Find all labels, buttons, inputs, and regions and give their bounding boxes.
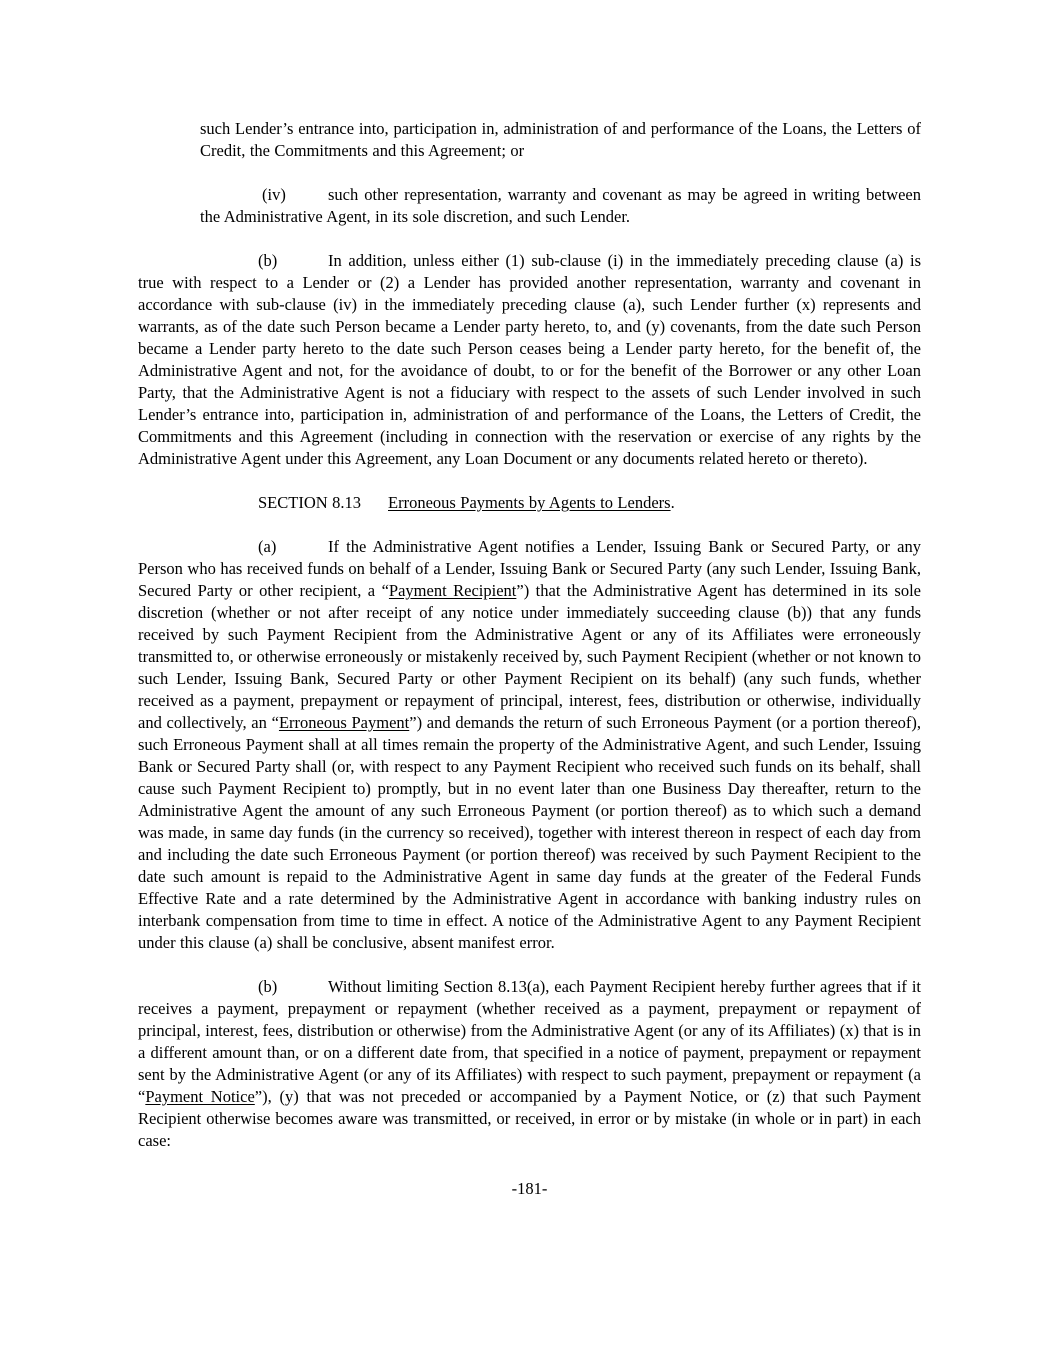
text-segment: such Lender’s entrance into, participation in, administration of and performance of the Loans, the Letters of Credit, the Commitments and this Agreement; or <box>200 119 921 160</box>
paragraph-a <box>138 536 921 954</box>
paragraph-a-label: (a) <box>258 537 277 556</box>
defined-term: Payment Recipient <box>388 581 517 600</box>
subclause-continuation-text <box>200 118 921 162</box>
section-title-period: . <box>670 493 675 512</box>
section-heading <box>138 492 921 514</box>
paragraph-a-text <box>138 537 921 952</box>
text-segment: Without limiting Section 8.13(a), each Payment Recipient hereby further agrees that if it receives a payment, prepayment or repayment (whether received as a payment, prepayment or repayment of principal, interest, fees, distribution or otherwise) from the Administrative Agent (or any of its Affiliates) (x) that is in a different amount than, or on a different date from, that specified in a notice of payment, prepayment or repayment sent by the Administrative Agent (or any of its Affiliates) with respect to such payment, prepayment or repayment (a “ <box>138 977 921 1106</box>
text-segment: If the Administrative Agent notifies a Lender, Issuing Bank or Secured Party, or any Person who has received funds on behalf of a Lender, Issuing Bank or Secured Party (any such Lender, Issuing Bank, Secured Party or other recipient, a “ <box>138 537 921 600</box>
defined-term: Payment Notice <box>145 1087 255 1106</box>
text-segment: ”) that the Administrative Agent has determined in its sole discretion (whether or not after receipt of any notice under immediately succeeding clause (b)) that any funds received by such Payment Recipient from the Administrative Agent or any of its Affiliates were erroneously transmitted to, or otherwise erroneously or mistakenly received by, such Payment Recipient (whether or not known to such Lender, Issuing Bank, Secured Party or other Payment Recipient on its behalf) (any such funds, whether received as a payment, prepayment or repayment of principal, interest, fees, distribution or otherwise, individually and collectively, an “ <box>138 581 922 732</box>
text-segment: ”) and demands the return of such Erroneous Payment (or a portion thereof), such Erroneous Payment shall at all times remain the property of the Administrative Agent, and such Lender, Issuing Bank or Secured Party shall (or, with respect to any Payment Recipient who received such funds on its behalf, shall cause such Payment Recipient to) promptly, but in no event later than one Business Day thereafter, return to the Administrative Agent the amount of any such Erroneous Payment (or portion thereof) as to which such a demand was made, in same day funds (in the currency so received), together with interest thereon in respect of each day from and including the date such Erroneous Payment (or portion thereof) was received by such Payment Recipient to the date such amount is repaid to the Administrative Agent in same day funds at the greater of the Federal Funds Effective Rate and a rate determined by the Administrative Agent in accordance with banking industry rules on interbank compensation from time to time in effect. A notice of the Administrative Agent to any Payment Recipient under this clause (a) shall be conclusive, absent manifest error. <box>138 713 922 952</box>
text-segment: such other representation, warranty and covenant as may be agreed in writing between the Administrative Agent, in its sole discretion, and such Lender. <box>200 185 921 226</box>
paragraph-b-first <box>138 250 921 470</box>
text-segment: In addition, unless either (1) sub-clause (i) in the immediately preceding clause (a) is true with respect to a Lender or (2) a Lender has provided another representation, warranty and covenant in accordance with sub-clause (iv) in the immediately preceding clause (a), such Lender further (x) represents and warrants, as of the date such Person became a Lender party hereto, to, and (y) covenants, from the date such Person became a Lender party hereto to the date such Person ceases being a Lender party hereto, for the benefit of, the Administrative Agent and not, for the avoidance of doubt, to or for the benefit of the Borrower or any other Loan Party, that the Administrative Agent is not a fiduciary with respect to the assets of such Lender involved in such Lender’s entrance into, participation in, administration of and performance of the Loans, the Letters of Credit, the Commitments and this Agreement (including in connection with the reservation or exercise of any rights by the Administrative Agent under this Agreement, any Loan Document or any documents related hereto or thereto). <box>138 251 921 468</box>
text-segment: ”), (y) that was not preceded or accompanied by a Payment Notice, or (z) that such Payment Recipient otherwise becomes aware was transmitted, or received, in error or by mistake (in whole or in part) in each case: <box>138 1087 921 1150</box>
paragraph-b-second <box>138 976 921 1152</box>
paragraph-b-second-text <box>138 977 921 1150</box>
paragraph-b-first-text <box>138 251 921 468</box>
subclause-iv <box>200 184 921 228</box>
page-number: -181- <box>511 1179 548 1198</box>
subclause-iv-label: (iv) <box>262 185 286 204</box>
section-number: SECTION 8.13 <box>258 493 361 512</box>
section-title: Erroneous Payments by Agents to Lenders <box>388 493 671 512</box>
defined-term: Erroneous Payment <box>278 713 410 732</box>
paragraph-b-first-label: (b) <box>258 251 278 270</box>
paragraph-b-second-label: (b) <box>258 977 278 996</box>
